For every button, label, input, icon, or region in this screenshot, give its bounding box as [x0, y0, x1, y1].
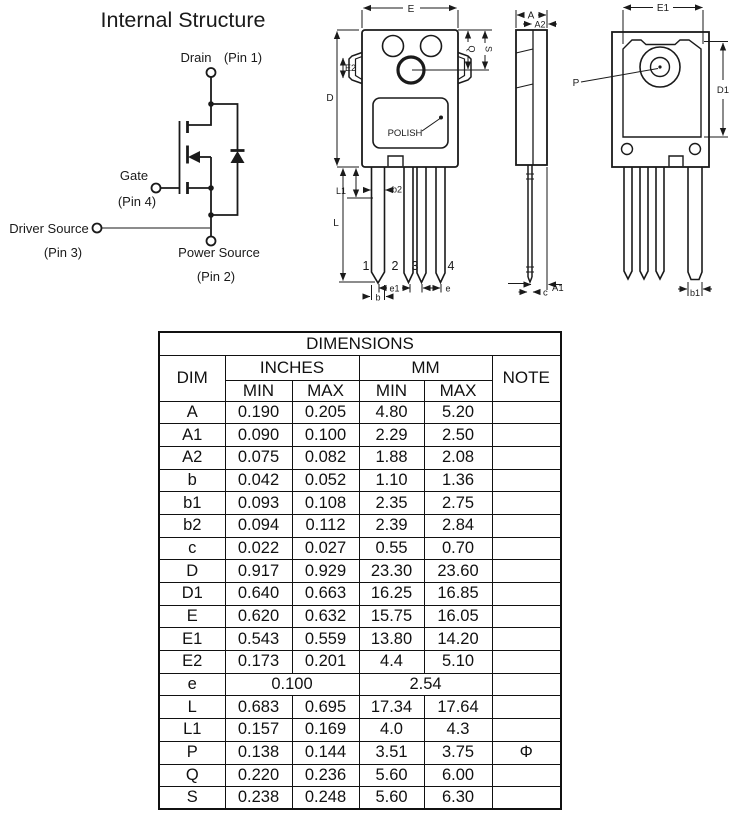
- cell-mm-max: 2.84: [424, 514, 492, 537]
- cell-inch-max: 0.052: [292, 469, 359, 492]
- cell-dim: L1: [159, 719, 225, 742]
- cell-mm-min: 1.10: [359, 469, 424, 492]
- cell-dim: D: [159, 560, 225, 583]
- pin-number-2: 2: [391, 259, 399, 273]
- cell-inch-max: 0.632: [292, 605, 359, 628]
- polish-label: POLISH: [387, 128, 423, 139]
- cell-dim: A1: [159, 424, 225, 447]
- cell-inch-min: 0.042: [225, 469, 292, 492]
- cell-inch-min: 0.090: [225, 424, 292, 447]
- back-hole-right: [690, 144, 701, 155]
- cell-mm-min: 13.80: [359, 628, 424, 651]
- cell-inches: 0.100: [225, 673, 359, 696]
- back-tab-outline: [623, 40, 701, 137]
- cell-dim: e: [159, 673, 225, 696]
- power-source-pin-label: (Pin 2): [196, 269, 236, 284]
- polish-area: [373, 98, 448, 148]
- cell-note: [492, 537, 561, 560]
- cell-inch-max: 0.929: [292, 560, 359, 583]
- front-pins: [372, 167, 446, 283]
- mosfet-symbol: [180, 104, 214, 237]
- dimensions-table-body: [159, 401, 561, 809]
- cell-note: [492, 605, 561, 628]
- dimensions-table-container: [158, 331, 562, 810]
- cell-dim: Q: [159, 764, 225, 787]
- cell-inch-max: 0.559: [292, 628, 359, 651]
- cell-dim: b: [159, 469, 225, 492]
- cell-mm-min: 4.4: [359, 651, 424, 674]
- cell-inch-min: 0.157: [225, 719, 292, 742]
- cell-mm-min: 15.75: [359, 605, 424, 628]
- table-row: [159, 764, 561, 787]
- cell-mm-max: 14.20: [424, 628, 492, 651]
- cell-inch-max: 0.108: [292, 492, 359, 515]
- cell-note: [492, 560, 561, 583]
- column-header-mm-min: MIN: [359, 380, 424, 401]
- cell-dim: S: [159, 787, 225, 810]
- cell-note: Φ: [492, 741, 561, 764]
- dim-label-e-pitch: e: [445, 283, 451, 294]
- table-row: [159, 560, 561, 583]
- dim-label-b2: b2: [391, 184, 403, 195]
- cell-inch-min: 0.640: [225, 583, 292, 606]
- cell-mm-min: 2.35: [359, 492, 424, 515]
- dim-label-a1: A1: [552, 283, 564, 294]
- cell-mm-max: 2.50: [424, 424, 492, 447]
- table-row: [159, 492, 561, 515]
- drain-terminal: [207, 68, 216, 77]
- dim-label-b1: b1: [689, 288, 701, 298]
- power-source-label: Power Source: [178, 245, 260, 260]
- cell-mm-max: 0.70: [424, 537, 492, 560]
- dim-label-d-height: D: [326, 93, 334, 104]
- cell-inch-min: 0.075: [225, 446, 292, 469]
- cell-note: [492, 401, 561, 424]
- cell-inch-min: 0.138: [225, 741, 292, 764]
- cell-inch-min: 0.022: [225, 537, 292, 560]
- cell-inch-min: 0.173: [225, 651, 292, 674]
- cell-note: [492, 651, 561, 674]
- cell-note: [492, 673, 561, 696]
- cell-inch-max: 0.169: [292, 719, 359, 742]
- back-view-drawing: [573, 3, 729, 298]
- table-row: [159, 628, 561, 651]
- cell-dim: b2: [159, 514, 225, 537]
- cell-note: [492, 492, 561, 515]
- cell-inch-max: 0.082: [292, 446, 359, 469]
- cell-mm-max: 2.75: [424, 492, 492, 515]
- cell-dim: L: [159, 696, 225, 719]
- front-hole-left: [383, 36, 404, 57]
- cell-mm-max: 23.60: [424, 560, 492, 583]
- cell-note: [492, 424, 561, 447]
- column-header-inches-min: MIN: [225, 380, 292, 401]
- dimensions-table: [158, 331, 562, 810]
- pin-number-4: 4: [447, 259, 455, 273]
- cell-mm: 2.54: [359, 673, 492, 696]
- dim-label-s: S: [483, 45, 494, 53]
- dim-label-a2: A2: [534, 19, 546, 30]
- table-row: [159, 605, 561, 628]
- cell-inch-min: 0.190: [225, 401, 292, 424]
- gate-terminal: [152, 184, 161, 193]
- cell-inch-max: 0.663: [292, 583, 359, 606]
- cell-note: [492, 696, 561, 719]
- cell-mm-max: 2.08: [424, 446, 492, 469]
- cell-mm-min: 17.34: [359, 696, 424, 719]
- cell-note: [492, 628, 561, 651]
- back-pins: [624, 167, 702, 280]
- body-diode-symbol: [211, 104, 245, 215]
- drain-pin-label: (Pin 1): [223, 50, 263, 65]
- column-header-mm-max: MAX: [424, 380, 492, 401]
- cell-mm-max: 4.3: [424, 719, 492, 742]
- cell-dim: D1: [159, 583, 225, 606]
- column-header-inches-max: MAX: [292, 380, 359, 401]
- table-row: [159, 741, 561, 764]
- cell-note: [492, 764, 561, 787]
- cell-mm-min: 23.30: [359, 560, 424, 583]
- column-header-mm: MM: [359, 355, 492, 380]
- back-hole-left: [622, 144, 633, 155]
- dim-label-c: c: [543, 287, 548, 299]
- cell-inch-max: 0.236: [292, 764, 359, 787]
- table-row: [159, 719, 561, 742]
- back-view-dimensions: [573, 3, 729, 298]
- table-row: [159, 401, 561, 424]
- column-header-note: NOTE: [492, 355, 561, 401]
- dim-label-e1-pitch: e1: [389, 283, 400, 294]
- cell-dim: E1: [159, 628, 225, 651]
- cell-mm-min: 4.80: [359, 401, 424, 424]
- table-row: [159, 469, 561, 492]
- table-title: DIMENSIONS: [159, 332, 561, 355]
- cell-dim: P: [159, 741, 225, 764]
- cell-note: [492, 514, 561, 537]
- gate-label: Gate: [119, 168, 149, 183]
- dim-label-d1: D1: [716, 85, 730, 96]
- cell-mm-max: 6.00: [424, 764, 492, 787]
- cell-mm-max: 5.20: [424, 401, 492, 424]
- cell-mm-min: 5.60: [359, 787, 424, 810]
- cell-note: [492, 446, 561, 469]
- cell-mm-max: 1.36: [424, 469, 492, 492]
- cell-mm-max: 16.85: [424, 583, 492, 606]
- cell-mm-min: 1.88: [359, 446, 424, 469]
- cell-mm-max: 3.75: [424, 741, 492, 764]
- dim-label-q: Q: [466, 45, 477, 53]
- cell-inch-min: 0.093: [225, 492, 292, 515]
- table-row: [159, 787, 561, 810]
- dim-label-e2: E2: [344, 63, 357, 73]
- table-row: [159, 537, 561, 560]
- cell-mm-min: 2.29: [359, 424, 424, 447]
- cell-note: [492, 583, 561, 606]
- cell-dim: A2: [159, 446, 225, 469]
- cell-dim: A: [159, 401, 225, 424]
- side-package-body: [516, 30, 547, 165]
- column-header-dim: DIM: [159, 355, 225, 401]
- cell-inch-max: 0.144: [292, 741, 359, 764]
- internal-structure-schematic: [9, 8, 265, 284]
- back-package-body: [612, 32, 709, 167]
- front-view-dimensions: [326, 4, 493, 303]
- dim-label-p: P: [572, 78, 580, 89]
- table-row: [159, 424, 561, 447]
- cell-inch-max: 0.205: [292, 401, 359, 424]
- dim-label-l: L: [333, 218, 339, 229]
- cell-inch-min: 0.238: [225, 787, 292, 810]
- front-hole-right: [421, 36, 442, 57]
- drain-label: Drain: [180, 50, 212, 65]
- cell-inch-min: 0.220: [225, 764, 292, 787]
- side-view-drawing: [508, 10, 564, 299]
- cell-inch-max: 0.112: [292, 514, 359, 537]
- cell-mm-max: 16.05: [424, 605, 492, 628]
- cell-note: [492, 787, 561, 810]
- cell-inch-min: 0.620: [225, 605, 292, 628]
- column-header-inches: INCHES: [225, 355, 359, 380]
- cell-inch-min: 0.917: [225, 560, 292, 583]
- table-row: [159, 583, 561, 606]
- table-row: [159, 696, 561, 719]
- cell-inch-max: 0.695: [292, 696, 359, 719]
- package-drawings-panel: [0, 0, 734, 320]
- page-title: Internal Structure: [100, 8, 266, 32]
- driver-source-pin-label: (Pin 3): [43, 245, 83, 260]
- cell-mm-min: 3.51: [359, 741, 424, 764]
- driver-source-label: Driver Source: [9, 221, 89, 236]
- cell-mm-min: 2.39: [359, 514, 424, 537]
- table-row: [159, 673, 561, 696]
- cell-inch-min: 0.094: [225, 514, 292, 537]
- cell-note: [492, 719, 561, 742]
- cell-dim: E: [159, 605, 225, 628]
- front-view-drawing: [326, 4, 493, 303]
- driver-source-terminal: [93, 224, 102, 233]
- gate-pin-label: (Pin 4): [117, 194, 157, 209]
- cell-inch-max: 0.248: [292, 787, 359, 810]
- cell-note: [492, 469, 561, 492]
- cell-inch-max: 0.201: [292, 651, 359, 674]
- cell-mm-max: 17.64: [424, 696, 492, 719]
- cell-inch-max: 0.027: [292, 537, 359, 560]
- side-pin: [526, 165, 534, 282]
- cell-mm-min: 5.60: [359, 764, 424, 787]
- cell-inch-min: 0.683: [225, 696, 292, 719]
- cell-mm-max: 6.30: [424, 787, 492, 810]
- dim-label-b: b: [375, 292, 381, 303]
- cell-mm-min: 0.55: [359, 537, 424, 560]
- pin-number-3: 3: [411, 259, 419, 273]
- cell-inch-min: 0.543: [225, 628, 292, 651]
- cell-dim: b1: [159, 492, 225, 515]
- table-row: [159, 651, 561, 674]
- table-row: [159, 514, 561, 537]
- cell-dim: E2: [159, 651, 225, 674]
- cell-dim: c: [159, 537, 225, 560]
- dim-label-l1: L1: [335, 186, 347, 196]
- cell-mm-min: 4.0: [359, 719, 424, 742]
- table-row: [159, 446, 561, 469]
- dim-label-e-width: E: [407, 4, 415, 15]
- cell-mm-max: 5.10: [424, 651, 492, 674]
- cell-inch-max: 0.100: [292, 424, 359, 447]
- dim-label-e1-width: E1: [656, 3, 670, 14]
- dim-label-a: A: [527, 10, 535, 22]
- cell-mm-min: 16.25: [359, 583, 424, 606]
- pin-number-1: 1: [362, 259, 370, 273]
